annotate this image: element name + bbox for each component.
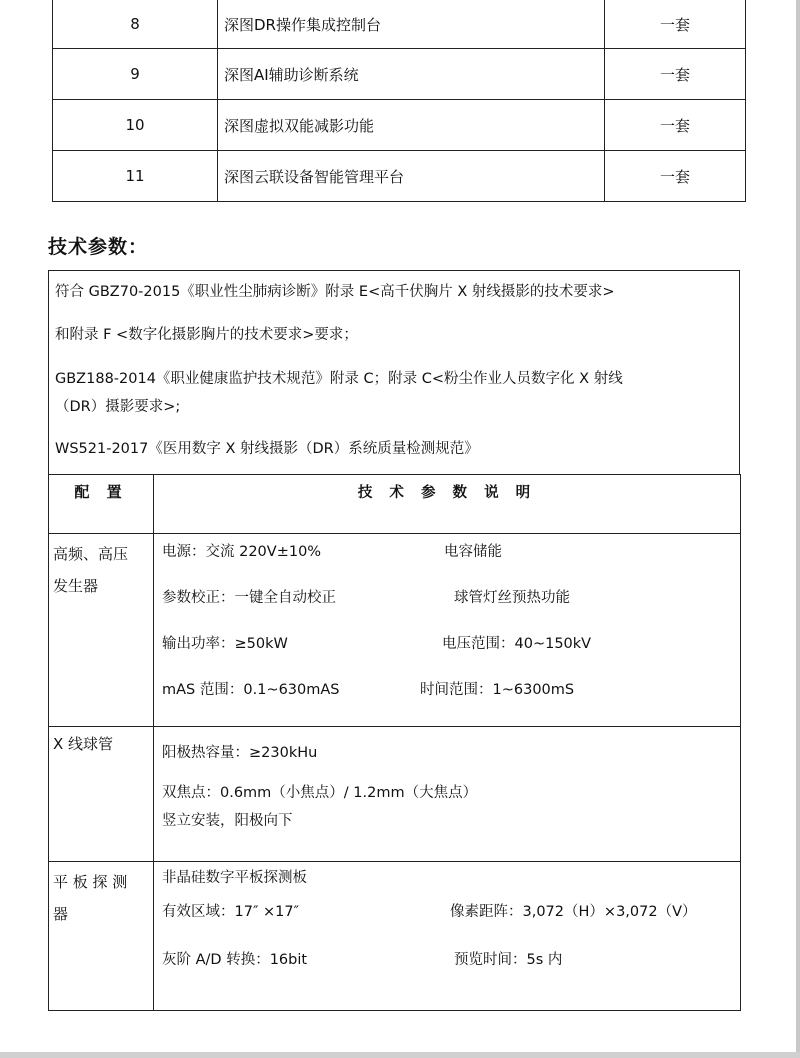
- heat-capacity-spec: 阳极热容量：≥230kHu: [162, 745, 318, 761]
- preview-time-spec: 预览时间：5s 内: [454, 952, 563, 968]
- section-title: 技术参数：: [48, 236, 149, 258]
- item-quantity: 一套: [605, 151, 746, 202]
- preheat-spec: 球管灯丝预热功能: [454, 590, 570, 606]
- capacitor-spec: 电容储能: [444, 544, 502, 560]
- item-name: 深图云联设备智能管理平台: [218, 151, 605, 202]
- mas-spec: mAS 范围：0.1~630mAS: [162, 682, 340, 698]
- voltage-spec: 电压范围：40~150kV: [442, 636, 592, 652]
- gray-scale-spec: 灰阶 A/D 转换：16bit: [162, 952, 308, 968]
- spec-row-tube: [49, 727, 741, 862]
- detector-label-line1: 平 板 探 测: [53, 873, 128, 891]
- time-spec: 时间范围：1~6300mS: [420, 682, 575, 698]
- item-number: 11: [53, 151, 218, 202]
- item-number: 8: [53, 0, 218, 49]
- item-name: 深图DR操作集成控制台: [218, 0, 605, 49]
- standard-line: GBZ188-2014《职业健康监护技术规范》附录 C；附录 C<粉尘作业人员数字化 X 射线: [55, 371, 623, 387]
- equipment-item-table: [52, 0, 746, 202]
- page-bottom-edge: [0, 1052, 800, 1058]
- calibration-spec: 参数校正：一键全自动校正: [162, 590, 336, 606]
- generator-label-line1: 高频、高压: [53, 545, 129, 563]
- table-row: [53, 0, 746, 49]
- spec-row-detector: [49, 862, 741, 1011]
- pixel-matrix-spec: 像素距阵：3,072（H）×3,072（V）: [450, 904, 697, 920]
- tube-label: X 线球管: [49, 727, 154, 862]
- standard-line: 和附录 F <数字化摄影胸片的技术要求>要求；: [55, 327, 358, 343]
- area-spec: 有效区域：17″ ×17″: [162, 904, 299, 920]
- detector-type-spec: 非晶硅数字平板探测板: [162, 870, 307, 886]
- standard-line: WS521-2017《医用数字 X 射线摄影（DR）系统质量检测规范》: [55, 441, 479, 457]
- spec-header-row: [49, 475, 741, 534]
- power-spec: 电源：交流 220V±10%: [162, 544, 322, 560]
- mount-spec: 竖立安装，阳极向下: [162, 813, 293, 829]
- config-header: 配 置: [49, 475, 154, 534]
- generator-label: [49, 534, 154, 727]
- standard-line: （DR）摄影要求>;: [55, 399, 181, 415]
- spec-row-generator: [49, 534, 741, 727]
- generator-label-line2: 发生器: [53, 577, 99, 595]
- item-quantity: 一套: [605, 100, 746, 151]
- page-right-edge: [796, 0, 800, 1058]
- item-name: 深图虚拟双能减影功能: [218, 100, 605, 151]
- generator-specs: [154, 534, 741, 727]
- spec-table: [48, 474, 741, 1011]
- item-name: 深图AI辅助诊断系统: [218, 49, 605, 100]
- detector-specs: [154, 862, 741, 1011]
- output-spec: 输出功率：≥50kW: [162, 636, 288, 652]
- table-row: [53, 49, 746, 100]
- desc-header: 技 术 参 数 说 明: [154, 475, 741, 534]
- detector-label-line2: 器: [53, 905, 69, 923]
- standard-line: 符合 GBZ70-2015《职业性尘肺病诊断》附录 E<高千伏胸片 X 射线摄影的技术要求>: [55, 284, 615, 300]
- focus-spec: 双焦点：0.6mm（小焦点）/ 1.2mm（大焦点）: [162, 785, 478, 801]
- standards-box: [48, 270, 740, 475]
- item-number: 10: [53, 100, 218, 151]
- detector-label: [49, 862, 154, 1011]
- table-row: [53, 100, 746, 151]
- tube-specs: [154, 727, 741, 862]
- item-number: 9: [53, 49, 218, 100]
- table-row: [53, 151, 746, 202]
- item-quantity: 一套: [605, 0, 746, 49]
- item-quantity: 一套: [605, 49, 746, 100]
